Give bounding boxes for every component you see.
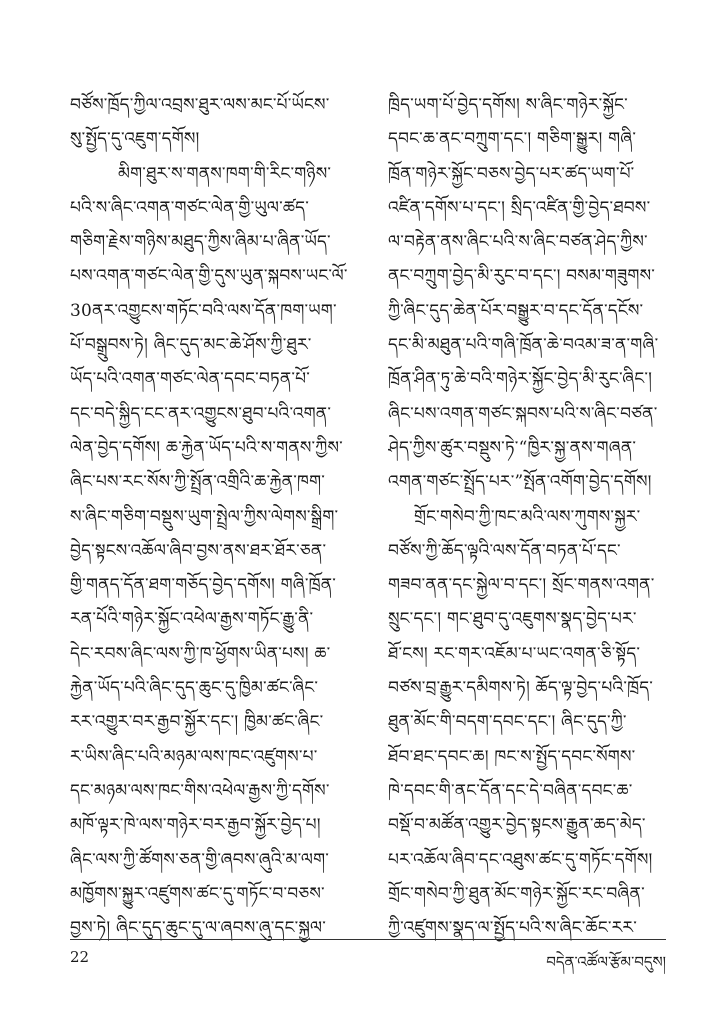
text-line: བྱས་ཏེ། ཞིང་དུད་ཆུང་དུ་ལ་ཞབས་ཞུ་དང་སྐྱལ་: [70, 918, 327, 939]
text-line: གཅིག་རྗེས་གཉིས་མཐུད་ཀྱིས་ཞིམ་པ་ཞིན་ཡོད་: [70, 232, 331, 253]
text-line: ཀྱི་འཛུགས་སྣད་ལ་སྤྱོད་པའི་ས་ཞིང་ཆོང་རར་: [388, 918, 637, 939]
text-line: ཁྲིད་ཡག་པོ་བྱེད་དགོས། ས་ཞིང་གཉེར་སྐྱོང་: [388, 95, 628, 115]
text-line: ཐུན་མོང་གི་བདག་དབང་དང་། ཞིང་དུད་ཀྱི་: [388, 712, 627, 733]
text-line: ཐོ་ངས། རང་གར་འཇོམ་པ་ཡང་འགན་ཅི་སྟོད་: [388, 643, 641, 664]
text-line: རྐྱེན་ཡོད་པའི་ཞིང་དུད་ཆུང་དུ་ཁྱིམ་ཚང་ཞིང་: [70, 678, 319, 699]
text-line: བཙས་བྲ་རྒྱུར་དམིགས་ཏེ། ཆོད་ལྟ་བྱེད་པའི་ཁྲོད་: [388, 678, 654, 699]
text-line: ཞིང་པས་འགན་གཙང་སྐབས་པའི་ས་ཞིང་བཙན་: [388, 403, 658, 424]
text-line: གྱི་གནད་དོན་ཐག་གཅོད་བྱེད་དགོས། གཞི་ཁྲོན་: [70, 575, 337, 596]
text-line: པའི་ས་ཞིང་འགན་གཙང་ལེན་གྱི་ཡུལ་ཚད་: [70, 197, 309, 218]
text-line: བཙོས་ཀྱི་ཆོད་ལྟའི་ལས་དོན་བཏན་པོ་དང་: [388, 540, 621, 561]
text-line: ཐོབ་ཐང་དབང་ཆ། ཁང་ས་སྤྱོད་དབང་སོགས་: [388, 746, 636, 767]
text-line: བསྡོ་བ་མཚོན་འགྱུར་བྱེད་སྟངས་རྒྱུན་ཆད་མེད་: [388, 815, 646, 836]
text-line: དང་བདེ་སྐྱིད་ངང་ནར་འགྱུངས་ཐུབ་པའི་འགན་: [70, 403, 332, 424]
text-line: གྲོང་གསེབ་ཀྱི་ཐུན་མོང་གཉེར་སྐྱོང་རང་བཞིན་: [388, 883, 645, 904]
text-line: མིག་ཐུར་ས་གནས་ཁག་གི་རིང་གཉིས་: [118, 163, 332, 184]
text-line: རར་འགྱུར་བར་རྒྱབ་སྐྱོར་དང་། ཁྱིམ་ཚང་ཞིང་: [70, 712, 324, 733]
page-number: 22: [70, 948, 90, 966]
text-line: མཁྱོགས་སྐྱུར་འཛུགས་ཚང་དུ་གཏོང་བ་བཅས་: [70, 883, 325, 904]
text-line: བྱེད་སྟངས་འཆོལ་ཞིབ་བྱས་ནས་ཐར་ཐོར་ཅན་: [70, 540, 327, 561]
text-line: ལ་བརྟེན་ནས་ཞིང་པའི་ས་ཞིང་བཙན་ཤེད་ཀྱིས་: [388, 232, 648, 253]
left-text-column: [70, 88, 360, 945]
text-line: ཁྲོན་ཤིན་ཏུ་ཆེ་བའི་གཉེར་སྐྱོང་བྱེད་མི་རུང་ཞིང་།: [388, 369, 653, 390]
text-line: ཞིང་པས་རང་སོས་ཀྱི་སྤྲོན་འགྲིའི་ཆ་རྐྱེན་ཁག་: [70, 472, 326, 493]
text-line: ལེན་བྱེད་དགོས། ཆ་རྐྱེན་ཡོད་པའི་ས་གནས་ཀྱིས་: [70, 437, 343, 458]
text-line: སུ་སྤྱོད་དུ་འཇུག་དགོས།: [70, 129, 200, 150]
footer-rule: [70, 939, 666, 940]
text-line: ར་ཡིས་ཞིང་པའི་མཉམ་ལས་ཁང་འཛུགས་པ་: [70, 746, 318, 767]
text-line: མཁོ་ལྟར་ཁེ་ལས་གཉེར་བར་རྒྱབ་སྐྱོར་བྱེད་པ།: [70, 815, 321, 836]
text-line: སྲུང་དང་། གང་ཐུབ་དུ་འཇུགས་སྣད་བྱེད་པར་: [388, 609, 637, 630]
text-line: གྲོང་གསེབ་ཀྱི་ཁང་མའི་ལས་ཀུགས་སྐྱར་: [414, 506, 641, 527]
text-line: དབང་ཆ་ནང་བཀྲུག་དང་། གཅིག་སྒྱུར། གཞི་: [388, 129, 637, 150]
text-line: ས་ཞིང་གཅིག་བསྡུས་ཡུག་སྤྲེལ་ཀྱིས་ལེགས་སྒྲིག་: [70, 506, 339, 527]
text-line: ཞིང་ལས་ཀྱི་ཚོགས་ཅན་གྱི་ཞབས་ཞུའི་མ་ལག་: [70, 849, 330, 870]
text-line: ཁེ་དབང་གི་ནང་དོན་དང་དེ་བཞིན་དབང་ཆ་: [388, 780, 633, 801]
text-line: ཤེད་ཀྱིས་ཚུར་བསྡུས་ཏེ་“ཁྱིར་སྐྱ་ནས་གཞན་: [388, 437, 637, 458]
text-line: འགན་གཙང་སྤྲོད་པར་”སྤོན་འགོག་བྱེད་དགོས།: [388, 472, 652, 493]
text-line: རན་པོའི་གཉེར་སྐྱོང་འཕེལ་རྒྱས་གཏོང་རྒྱུ་ནི་: [70, 609, 314, 630]
text-line: པོ་བསྒྲུབས་ཏེ། ཞིང་དུད་མང་ཆེ་ཤོས་ཀྱི་ཐུར་: [70, 335, 312, 356]
running-title: བདེན་འཚོལ་རྩོམ་བདུས།: [546, 953, 666, 971]
text-line: ཀྱི་ཞིང་དུད་ཆེན་པོར་བསྒྱུར་བ་དང་དོན་དངོས་: [388, 300, 644, 321]
text-line: ནང་བཀྲུག་བྱེད་མི་རུང་བ་དང་། བསམ་གཟུགས་: [388, 266, 656, 287]
text-line: 30ནར་འགྱུངས་གཏོང་བའི་ལས་དོན་ཁག་ཡག་: [70, 300, 337, 321]
text-line: དང་མཉམ་ལས་ཁང་གིས་འཕེལ་རྒྱས་ཀྱི་དགོས་: [70, 780, 330, 801]
text-line: དང་མི་མཐུན་པའི་གཞི་ཁྲོན་ཆེ་བའམ་ཟ་ན་གཞི་: [388, 335, 659, 356]
text-line: པར་འཆོལ་ཞིབ་དང་འཐུས་ཚང་དུ་གཏོང་དགོས།: [388, 849, 653, 870]
text-line: ཡོད་པའི་འགན་གཙང་ལེན་དབང་བཏན་པོ་: [70, 369, 310, 390]
text-line: པས་འགན་གཙང་ལེན་གྱི་དུས་ཡུན་སྐབས་ཡང་ལོ་: [70, 266, 348, 287]
right-text-column: [388, 88, 666, 945]
text-line: འཛིན་དགོས་པ་དང་། སྲིད་འཛིན་གྱི་བྱེད་ཐབས་: [388, 197, 651, 218]
text-line: ཁྲོན་གཉེར་སྐྱོང་བཅས་བྱེད་པར་ཚད་ཡག་པོ་: [388, 163, 635, 184]
text-line: གཟབ་ནན་དང་སྐྱེལ་བ་དང་། སྲོང་གནས་འགན་: [388, 575, 655, 596]
text-line: བཙོས་ཁྲོད་ཀྱིལ་འབྲས་ཐུར་ལས་མང་པོ་ཡོངས་: [70, 95, 330, 115]
text-line: དེང་རབས་ཞིང་ལས་ཀྱི་ཁ་ཕྱོགས་ཡིན་པས། ཆ་: [70, 643, 331, 664]
